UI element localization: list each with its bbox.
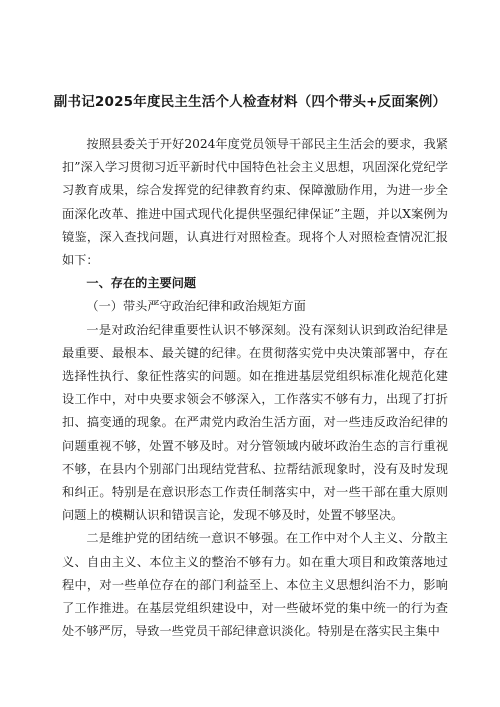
intro-paragraph: 按照县委关于开好2024年度党员领导干部民主生活会的要求，我紧扣”深入学习贯彻习近平新时代中国特色社会主义思想，巩固深化党纪学习教育成果，综合发挥党的纪律教育约束、保障激励作用，为进一步全面深化改革、推进中国式现代化提供坚强纪律保证”主题，并以X案例为镜鉴，深入查找问题，认真进行对照检查。现将个人对照检查情况汇报如下： (62, 137, 448, 268)
section-heading: 一、存在的主要问题 (86, 276, 197, 291)
document-body (62, 133, 448, 643)
body-paragraph-2: 二是维护党的团结统一意识不够强。在工作中对个人主义、分散主义、自由主义、本位主义的整治不够有力。如在重大项目和政策落地过程中，对一些单位存在的部门利益至上、本位主义思想纠治不力，影响了工作推进。在基层党组织建设中，对一些破坏党的集中统一的行为查处不够严厉，导致一些党员干部纪律意识淡化。特别是在落实民主集中 (62, 531, 448, 639)
subsection-heading: （一）带头严守政治纪律和政治规矩方面 (86, 299, 306, 314)
document-title: 副书记2025年度民主生活个人检查材料（四个带头+反面案例） (53, 94, 447, 110)
body-paragraph-1: 一是对政治纪律重要性认识不够深刻。没有深刻认识到政治纪律是最重要、最根本、最关键的纪律。在贯彻落实党中央决策部署中，存在选择性执行、象征性落实的问题。如在推进基层党组织标准化规范化建设工作中，对中央要求领会不够深入，工作落实不够有力，出现了打折扣、搞变通的现象。在严肃党内政治生活方面，对一些违反政治纪律的问题重视不够，处置不够及时。对分管领域内破坏政治生态的言行重视不够，在县内个别部门出现结党营私、拉帮结派现象时，没有及时发现和纠正。特别是在意识形态工作责任制落实中，对一些干部在重大原则问题上的模糊认识和错误言论，发现不够及时，处置不够坚决。 (62, 322, 448, 523)
